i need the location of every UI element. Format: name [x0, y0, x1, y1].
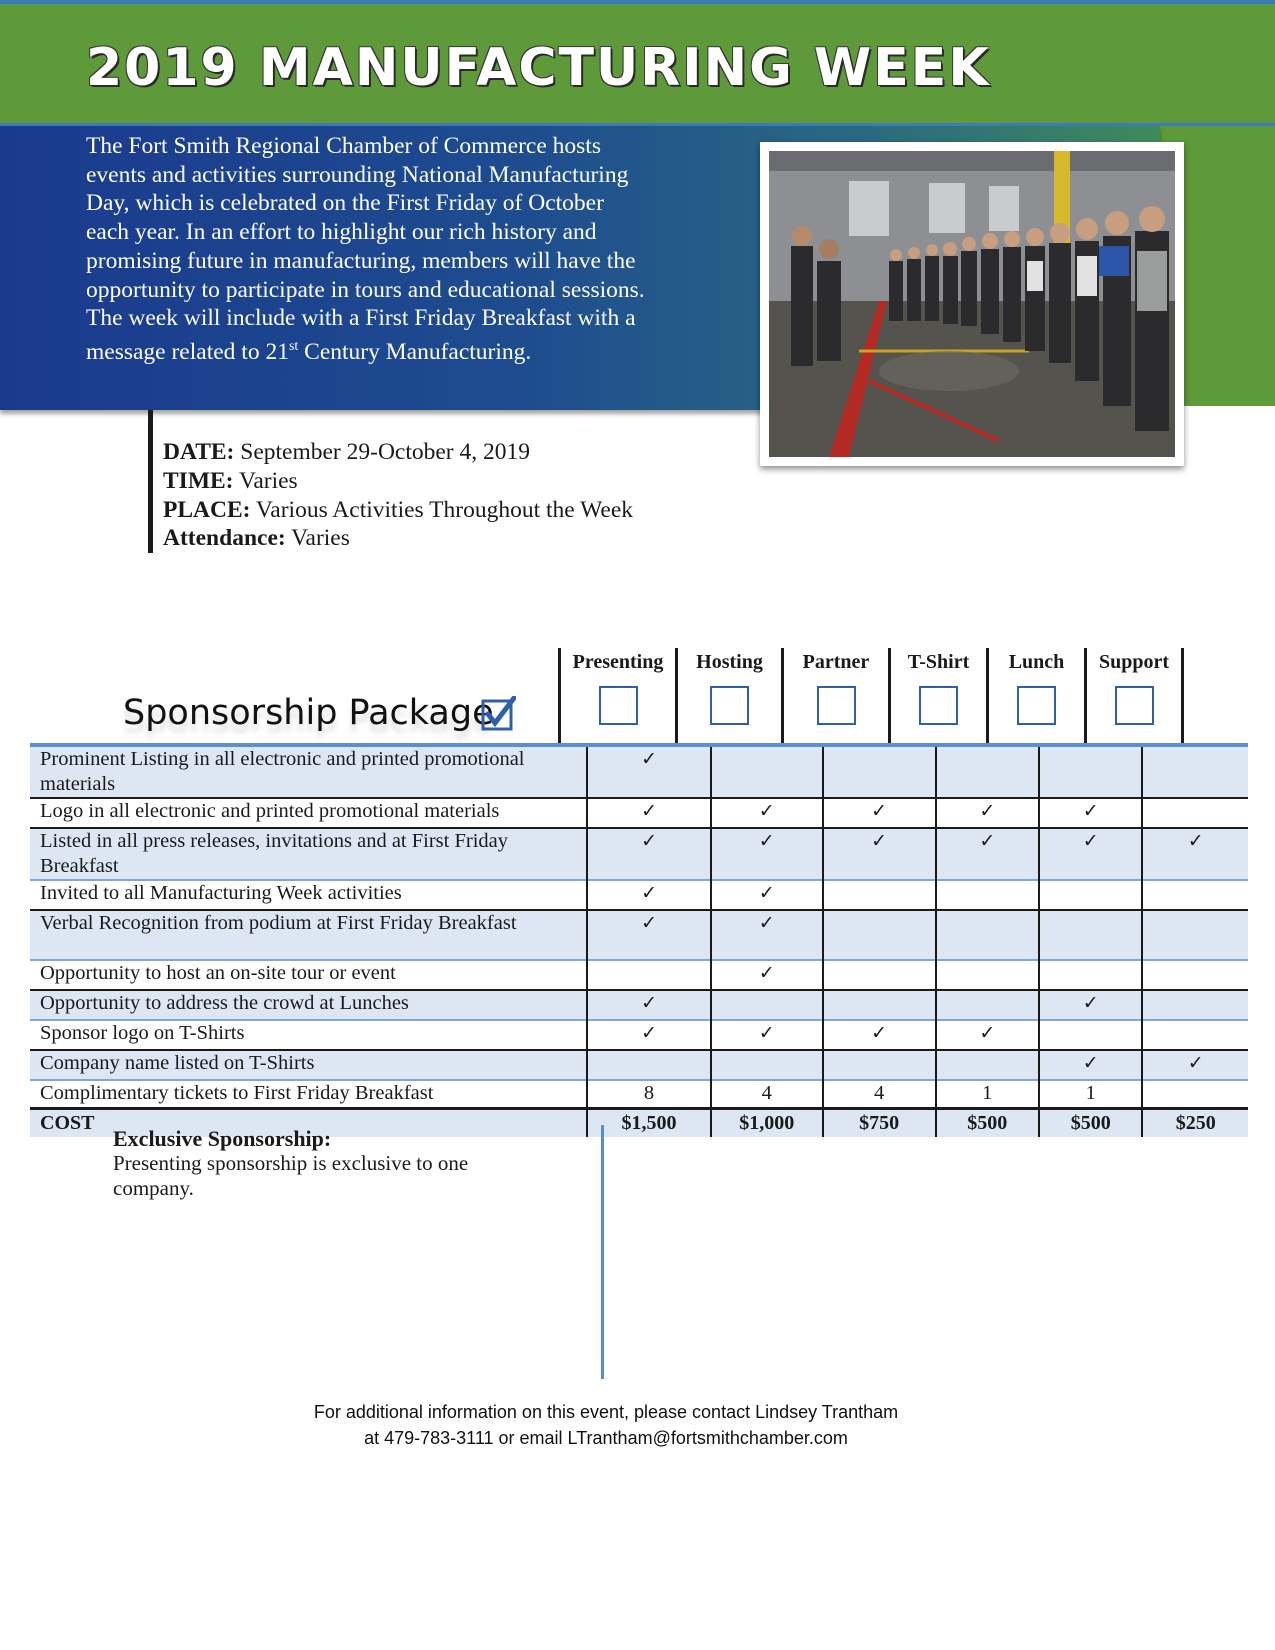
contact-line-2: at 479-783-3111 or email LTrantham@fortsmithchamber.com [364, 1428, 848, 1448]
tier-cell [823, 880, 936, 910]
tier-cell [936, 990, 1039, 1020]
benefit-label: Complimentary tickets to First Friday Breakfast [40, 1082, 434, 1104]
benefit-label: Company name listed on T-Shirts [30, 1050, 587, 1080]
tier-cell: 1 [1039, 1080, 1142, 1108]
check-mark: ✓ [587, 1020, 710, 1050]
check-mark: ✓ [823, 1020, 936, 1050]
check-mark: ✓ [936, 828, 1039, 880]
benefit-label: Logo in all electronic and printed promotional materials [40, 800, 500, 822]
tier-cell [1142, 990, 1248, 1020]
column-label: Hosting [696, 651, 763, 673]
tier-cell [823, 747, 936, 798]
cost-value: $500 [1039, 1108, 1142, 1137]
column-presenting [558, 648, 675, 744]
date-label: DATE: [163, 439, 235, 465]
cost-value: $1,000 [711, 1108, 823, 1137]
benefit-label: Prominent Listing in all electronic and printed promotional materials [30, 747, 587, 798]
check-mark: ✓ [587, 990, 710, 1020]
column-partner [781, 648, 888, 744]
tier-cell [1142, 880, 1248, 910]
table-row [30, 747, 1248, 798]
benefit-label: Opportunity to host an on-site tour or event [40, 962, 396, 984]
check-mark: ✓ [1039, 828, 1142, 880]
page-title: 2019 MANUFACTURING WEEK [86, 38, 991, 98]
column-label: T-Shirt [907, 651, 970, 673]
benefit-label: Opportunity to address the crowd at Lunches [30, 990, 587, 1020]
hosting-checkbox[interactable] [710, 686, 749, 725]
table-row [30, 1020, 1248, 1050]
check-mark: ✓ [1039, 990, 1142, 1020]
check-mark: ✓ [711, 798, 823, 828]
column-label: Presenting [572, 651, 664, 673]
check-mark: ✓ [587, 910, 710, 960]
time-value: Varies [233, 467, 298, 494]
tier-cell [823, 960, 936, 990]
table-row [30, 1050, 1248, 1080]
column-hosting [675, 648, 781, 744]
tier-cell [1039, 747, 1142, 798]
place-label: PLACE: [163, 496, 251, 523]
event-photo-frame [760, 142, 1184, 466]
check-mark: ✓ [1142, 828, 1248, 880]
sponsorship-title: Sponsorship Package [123, 693, 494, 733]
tier-cell [936, 960, 1039, 990]
check-mark: ✓ [711, 880, 823, 910]
benefit-label: Invited to all Manufacturing Week activities [40, 882, 402, 904]
tier-cell [587, 960, 710, 990]
attendance-value: Varies [285, 525, 350, 552]
table-row [30, 1080, 1248, 1108]
check-mark: ✓ [823, 828, 936, 880]
benefit-label: Listed in all press releases, invitations and at First Friday Breakfast [30, 828, 587, 880]
date-value: September 29-October 4, 2019 [234, 439, 531, 465]
check-mark: ✓ [1039, 1050, 1142, 1080]
tier-cell: 4 [711, 1080, 823, 1108]
place-row [163, 496, 768, 525]
tier-cell [1142, 910, 1248, 960]
check-mark: ✓ [823, 798, 936, 828]
checked-box-icon [480, 696, 516, 732]
intro-tail: Century Manufacturing. [298, 338, 532, 365]
tier-cell [823, 1050, 936, 1080]
cost-value: $500 [936, 1108, 1039, 1137]
time-row [163, 467, 768, 496]
tier-cell [711, 747, 823, 798]
tier-cell [1142, 1020, 1248, 1050]
tier-cell: 4 [823, 1080, 936, 1108]
cost-value: $1,500 [587, 1108, 710, 1137]
table-row [30, 910, 1248, 960]
tier-cell [936, 880, 1039, 910]
tier-cell [936, 747, 1039, 798]
event-photo [769, 151, 1175, 457]
tier-cell [1142, 798, 1248, 828]
check-mark: ✓ [936, 1020, 1039, 1050]
tier-cell [936, 910, 1039, 960]
cost-label: COST [30, 1108, 587, 1137]
tier-cell [587, 1050, 710, 1080]
intro-text [86, 132, 646, 366]
tier-cell [823, 990, 936, 1020]
column-lunch [986, 648, 1084, 744]
check-mark: ✓ [1142, 1050, 1248, 1080]
place-value: Various Activities Throughout the Week [250, 496, 634, 523]
attendance-label: Attendance: [163, 525, 286, 552]
check-mark: ✓ [711, 1020, 823, 1050]
check-mark: ✓ [936, 798, 1039, 828]
tier-cell [1142, 960, 1248, 990]
presenting-checkbox[interactable] [599, 686, 638, 725]
tier-cell [711, 990, 823, 1020]
intro-body: The Fort Smith Regional Chamber of Commerce hosts events and activities surrounding National Manufacturing Day, which is celebrated on the First Friday of October each year. In an effort to highlight our rich history and promising future in manufacturing, members will have the opportunity to participate in tours and educational sessions. The week will include with a First Friday Breakfast with a message related to 21 [86, 133, 645, 365]
date-row [163, 438, 768, 467]
check-mark: ✓ [711, 828, 823, 880]
attendance-row [163, 524, 768, 553]
column-label: Partner [802, 651, 870, 673]
exclusive-heading: Exclusive Sponsorship: [113, 1126, 332, 1151]
title-banner [0, 0, 1275, 126]
tier-cell [1039, 910, 1142, 960]
table-row [30, 798, 1248, 828]
tier-cell [823, 910, 936, 960]
tier-cell: 8 [587, 1080, 710, 1108]
benefit-label: Sponsor logo on T-Shirts [40, 1022, 245, 1044]
tier-cell [1142, 1080, 1248, 1108]
table-row [30, 828, 1248, 880]
check-mark: ✓ [1039, 798, 1142, 828]
cost-value: $250 [1142, 1108, 1248, 1137]
column-tshirt [888, 648, 986, 744]
intro-superscript: st [288, 338, 299, 354]
tier-cell: 1 [936, 1080, 1039, 1108]
exclusive-text: Presenting sponsorship is exclusive to one company. [113, 1151, 469, 1200]
table-row [30, 990, 1248, 1020]
contact-line-1: For additional information on this event, please contact Lindsey Trantham [313, 1402, 899, 1422]
support-checkbox[interactable] [1115, 686, 1154, 725]
table-row [30, 880, 1248, 910]
tier-cell [1039, 960, 1142, 990]
check-mark: ✓ [711, 960, 823, 990]
check-mark: ✓ [711, 910, 823, 960]
benefit-label: Verbal Recognition from podium at First Friday Breakfast [30, 910, 587, 960]
exclusive-note [113, 1126, 533, 1201]
tshirt-checkbox[interactable] [919, 686, 958, 725]
tier-cell [1142, 747, 1248, 798]
column-label: Support [1098, 651, 1170, 673]
contact-info [0, 1399, 1212, 1451]
column-label: Lunch [1008, 651, 1065, 673]
tier-cell [1039, 1020, 1142, 1050]
table-row [30, 960, 1248, 990]
benefits-grid [30, 747, 1248, 1137]
lunch-checkbox[interactable] [1017, 686, 1056, 725]
check-mark: ✓ [587, 828, 710, 880]
event-details [148, 410, 768, 553]
tier-cell [711, 1050, 823, 1080]
column-support [1084, 648, 1184, 744]
time-label: TIME: [163, 467, 234, 494]
vertical-divider [601, 1125, 604, 1379]
partner-checkbox[interactable] [817, 686, 856, 725]
tier-cell [936, 1050, 1039, 1080]
check-mark: ✓ [587, 747, 710, 798]
tier-cell [1039, 880, 1142, 910]
check-mark: ✓ [587, 880, 710, 910]
cost-value: $750 [823, 1108, 936, 1137]
check-mark: ✓ [587, 798, 710, 828]
